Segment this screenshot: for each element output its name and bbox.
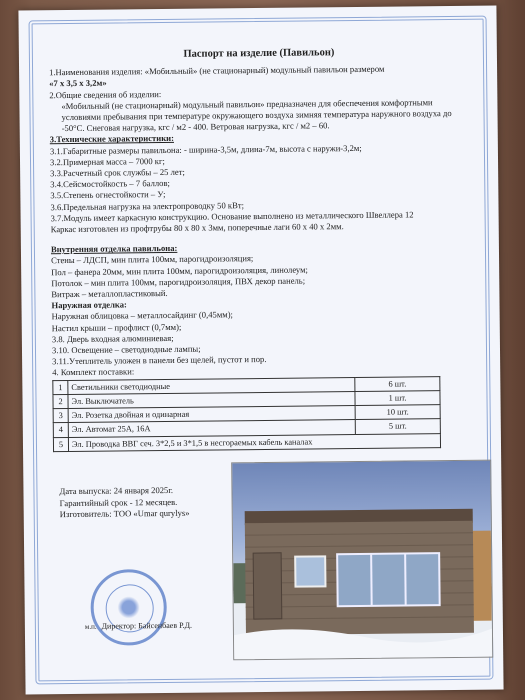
spec-item: 3.1.Габаритные размеры павильона: - ширина-3,5м, длина-7м, высота с наружи-3,2м; bbox=[49, 142, 362, 156]
entrance-door bbox=[253, 553, 282, 619]
spec-item: 3.3.Расчетный срок службы – 25 лет; bbox=[50, 166, 185, 179]
document-body bbox=[49, 46, 473, 452]
spec-item: 3.4.Сейсмостойкость – 7 баллов; bbox=[50, 178, 170, 190]
issue-info bbox=[59, 484, 229, 521]
seal-emblem-icon bbox=[116, 594, 142, 620]
item-qty: 1 шт. bbox=[355, 391, 440, 406]
small-window bbox=[295, 556, 325, 586]
outer-finish-item: 3.11.Утеплитель уложен в панели без щелей, пустот и пор. bbox=[52, 354, 267, 367]
inner-finish-item: Пол – фанера 20мм, мин плита 100мм, парогидроизоляция, линолеум; bbox=[51, 264, 308, 277]
row-number: 1 bbox=[53, 380, 68, 394]
kit-table bbox=[52, 376, 441, 452]
outer-finish-item: 3.8. Дверь входная алюминиевая; bbox=[51, 332, 174, 345]
spec-item: Каркас изготовлен из профтрубы 80 х 80 х 3мм, поперечные лаги 60 х 40 х 2мм. bbox=[50, 221, 344, 235]
pavilion-photo-drawing bbox=[232, 461, 492, 660]
inner-finish-item: Стены – ЛДСП, мин плита 100мм, парогидроизоляция; bbox=[51, 253, 254, 266]
item-name: Светильники светодиодные bbox=[68, 377, 355, 394]
company-seal bbox=[90, 569, 167, 646]
outer-finish-heading: Наружная отделка: bbox=[51, 299, 127, 311]
item-name: Эл. Выключатель bbox=[68, 391, 355, 408]
row-number: 4 bbox=[53, 423, 68, 437]
warranty-period: Гарантийный срок - 12 месяцев. bbox=[59, 496, 178, 508]
showcase-window bbox=[337, 553, 440, 606]
section-3-heading: 3.Технические характеристики: bbox=[49, 133, 175, 145]
inner-finish-item: Витраж – металлопластиковый. bbox=[51, 288, 168, 300]
item-qty: 5 шт. bbox=[355, 419, 440, 434]
row-number: 3 bbox=[53, 409, 68, 423]
row-number: 5 bbox=[53, 437, 68, 451]
director-signature-line bbox=[85, 621, 192, 631]
spec-item: 3.5.Степень огнестойкости – У; bbox=[50, 189, 166, 201]
issue-date: Дата выпуска: 24 января 2025г. bbox=[59, 484, 174, 497]
section-1-line-2: «7 х 3,5 х 3,2м» bbox=[49, 78, 107, 89]
outer-finish-item: Наружная облицовка – металлосайдинг (0,45мм); bbox=[51, 309, 233, 322]
seal-place-label: м.п. bbox=[84, 622, 97, 631]
item-qty: 10 шт. bbox=[355, 405, 440, 420]
outer-finish-item: Настил крыши – профлист (0,7мм); bbox=[51, 321, 182, 333]
item-name: Эл. Розетка двойная и одинарная bbox=[68, 406, 355, 423]
kit-heading: 4. Комплект поставки: bbox=[52, 366, 135, 378]
spec-item: 3.2.Примерная масса – 7000 кг; bbox=[49, 155, 165, 168]
section-2-heading: 2.Общие сведения об изделии: bbox=[49, 88, 162, 100]
inner-finish-heading: Внутренняя отделка павильона: bbox=[50, 243, 178, 255]
spec-item: 3.7.Модуль имеет каркасную конструкцию. Основание выполнено из металлического Швеллера 12 bbox=[50, 209, 414, 224]
item-qty: 6 шт. bbox=[355, 376, 440, 391]
manufacturer: Изготовитель: ТОО «Umar qurylys» bbox=[59, 507, 190, 520]
document-title: Паспорт на изделие (Павильон) bbox=[183, 47, 335, 60]
outer-finish-item: 3.10. Освещение – светодиодные лампы; bbox=[51, 343, 201, 356]
passport-sheet bbox=[18, 6, 503, 695]
row-number: 2 bbox=[53, 394, 68, 408]
inner-finish-item: Потолок – мин плита 100мм, парогидроизоляция, ПВХ декор панель; bbox=[51, 275, 306, 289]
section-2-body: «Мобильный (не стационарный) модульный павильон» предназначен для обеспечения комфортными условиями пребывания при температуре окружающего воздуха зимняя температура наружного воздуха до -50°С. Снеговая нагрузка, кгс / м2 - 400. Ветровая нагрузка, кгс / м2 – 60. bbox=[61, 97, 452, 134]
item-name: Эл. Автомат 25А, 16А bbox=[68, 420, 355, 437]
director-name: Директор: Байсенбаев Р.Д. bbox=[101, 620, 193, 631]
spec-item: 3.6.Предельная нагрузка на электропроводку 50 кВт; bbox=[50, 199, 244, 212]
section-1-line-1: 1.Наименования изделия: «Мобильный» (не стационарный) модульный павильон размером bbox=[49, 63, 385, 78]
item-name: Эл. Проводка ВВГ сеч. 3*2,5 и 3*1,5 в несгораемых кабель каналах bbox=[68, 433, 440, 451]
pavilion-photo bbox=[231, 460, 493, 661]
